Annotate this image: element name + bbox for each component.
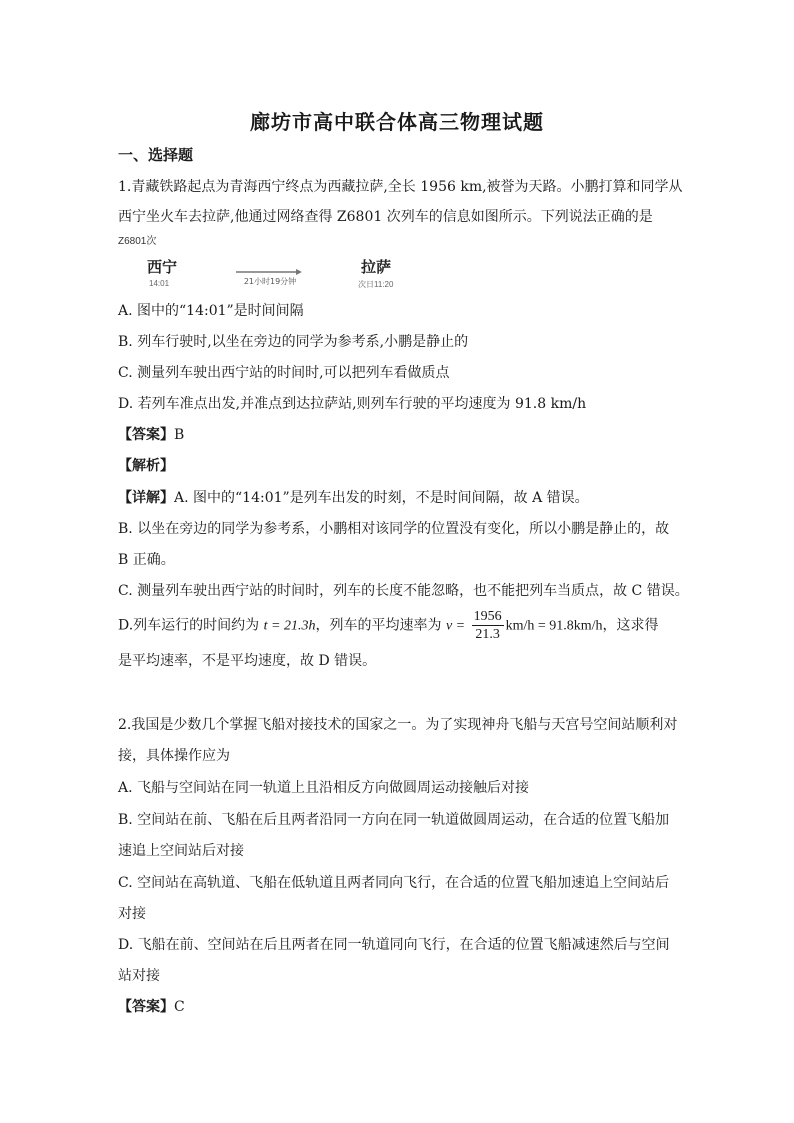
answer-tag: 【答案】 <box>118 427 174 443</box>
q2-option-c-line-2: 对接 <box>118 906 146 922</box>
q1-option-b: B. 列车行驶时,以坐在旁边的同学为参考系,小鹏是静止的 <box>118 334 469 350</box>
destination-station: 拉萨 <box>361 258 392 276</box>
answer-value: B <box>174 427 185 443</box>
detail-c: C. 测量列车驶出西宁站的时间时，列车的长度不能忽略，也不能把列车当质点，故 C 错误。 <box>118 583 689 599</box>
section-heading: 一、选择题 <box>118 146 194 164</box>
detail-b-line-2: B 正确。 <box>118 552 175 568</box>
detail-tag: 【详解】 <box>118 490 174 506</box>
detail-d-formula-line <box>118 608 659 644</box>
detail-d-suffix: ，这求得 <box>602 617 659 634</box>
q2-option-d-line-1: D. 飞船在前、空间站在后且两者在同一轨道同向飞行，在合适的位置飞船减速然后与空间 <box>118 937 670 953</box>
q1-answer <box>118 426 184 444</box>
q1-stem-line-2: 西宁坐火车去拉萨,他通过网络查得 Z6801 次列车的信息如图所示。下列说法正确的是 <box>118 209 653 225</box>
detail-a-text: A. 图中的“14:01”是列车出发的时刻，不是时间间隔，故 A 错误。 <box>174 490 589 506</box>
q2-option-c-line-1: C. 空间站在高轨道、飞船在低轨道且两者同向飞行，在合适的位置飞船加速追上空间站后 <box>118 875 670 891</box>
train-code: Z6801次 <box>118 236 157 247</box>
answer-value: C <box>174 999 185 1015</box>
q2-option-a: A. 飞船与空间站在同一轨道上且沿相反方向做圆周运动接触后对接 <box>118 780 530 796</box>
travel-duration: 21小时19分钟 <box>243 277 297 286</box>
q2-option-b-line-1: B. 空间站在前、飞船在后且两者沿同一方向在同一轨道做圆周运动，在合适的位置飞船加 <box>118 812 670 828</box>
origin-station: 西宁 <box>147 258 178 276</box>
fraction-denominator: 21.3 <box>475 627 500 642</box>
route-arrow-icon <box>236 269 302 275</box>
detail-b-line-1: B. 以坐在旁边的同学为参考系，小鹏相对该同学的位置没有变化，所以小鹏是静止的，故 <box>118 521 670 537</box>
train-info-figure <box>118 232 418 294</box>
q2-stem-line-2: 接，具体操作应为 <box>118 748 230 764</box>
arrival-time: 次日11:20 <box>358 280 394 289</box>
q2-option-b-line-2: 速追上空间站后对接 <box>118 843 244 859</box>
departure-time: 14:01 <box>149 279 170 288</box>
detail-d-line-2: 是平均速率，不是平均速度，故 D 错误。 <box>118 653 377 669</box>
analysis-tag: 【解析】 <box>118 458 174 474</box>
q1-option-c: C. 测量列车驶出西宁站的时间时,可以把列车看做质点 <box>118 365 450 381</box>
detail-a <box>118 489 589 507</box>
q1-option-d: D. 若列车准点出发,并准点到达拉萨站,则列车行驶的平均速度为 91.8 km/h <box>118 396 587 412</box>
fraction-numerator: 1956 <box>473 609 502 624</box>
time-formula: t = 21.3h <box>263 618 316 634</box>
q1-stem-line-1: 1.青藏铁路起点为青海西宁终点为西藏拉萨,全长 1956 km,被誉为天路。小鹏打算和同学从 <box>118 179 683 195</box>
q1-option-a: A. 图中的“14:01”是时间间隔 <box>118 303 304 319</box>
speed-result: km/h = 91.8km/h <box>505 618 603 634</box>
q2-stem-line-1: 2.我国是少数几个掌握飞船对接技术的国家之一。为了实现神舟飞船与天宫号空间站顺利对 <box>118 717 678 733</box>
q2-option-d-line-2: 站对接 <box>118 968 160 984</box>
speed-fraction <box>472 608 504 643</box>
detail-d-mid: ，列车的平均速率为 <box>315 617 442 634</box>
detail-d-prefix: D.列车运行的时间约为 <box>118 617 260 634</box>
q2-answer <box>118 998 185 1016</box>
page-title: 廊坊市高中联合体高三物理试题 <box>250 110 544 134</box>
velocity-symbol: v = <box>445 618 466 634</box>
answer-tag: 【答案】 <box>118 999 174 1015</box>
